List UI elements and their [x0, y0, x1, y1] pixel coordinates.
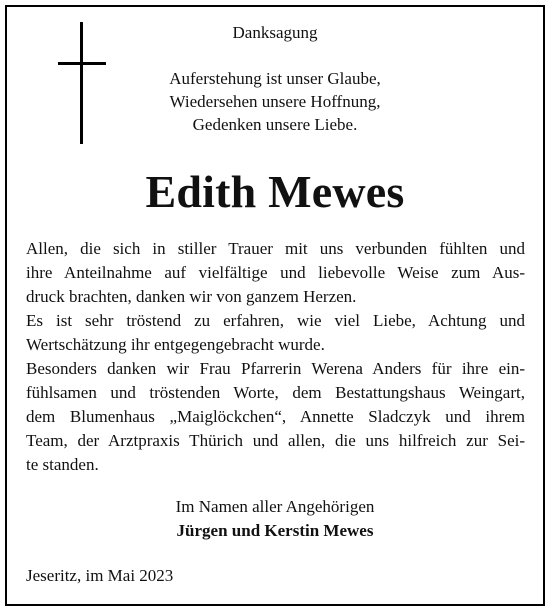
- motto-line: Wiedersehen unsere Hoffnung,: [169, 92, 381, 111]
- body-line: Besonders danken wir Frau Pfarrerin Werena Anders für ihre ein-: [26, 359, 525, 378]
- closing-line: Im Namen aller Angehörigen: [175, 497, 375, 516]
- body-line: fühlsamen und tröstenden Worte, dem Bestattungshaus Weingart,: [26, 383, 525, 402]
- signature-block: [0, 495, 550, 543]
- body-line: Wertschätzung ihr entgegengebracht wurde.: [26, 335, 325, 354]
- thanks-paragraph: [26, 237, 525, 477]
- notice-heading: Danksagung: [232, 23, 318, 42]
- cross-icon: [58, 22, 106, 144]
- body-line: druck brachten, danken wir von ganzem Herzen.: [26, 287, 357, 306]
- motto-line: Auferstehung ist unser Glaube,: [169, 69, 381, 88]
- deceased-name: Edith Mewes: [145, 166, 405, 217]
- body-line: te standen.: [26, 455, 99, 474]
- cross-horizontal-bar: [58, 62, 106, 65]
- body-line: dem Blumenhaus „Maiglöckchen“, Annette Sladczyk und ihrem: [26, 407, 525, 426]
- place-date: Jeseritz, im Mai 2023: [26, 566, 174, 585]
- body-line: Allen, die sich in stiller Trauer mit uns verbunden fühlten und: [26, 239, 525, 258]
- signatories: Jürgen und Kerstin Mewes: [176, 521, 374, 540]
- body-line: Es ist sehr tröstend zu erfahren, wie viel Liebe, Achtung und: [26, 311, 525, 330]
- body-line: ihre Anteilnahme auf vielfältige und liebevolle Weise zum Aus-: [26, 263, 525, 282]
- body-line: Team, der Arztpraxis Thürich und allen, die uns hilfreich zur Sei-: [26, 431, 525, 450]
- cross-vertical-bar: [80, 22, 83, 144]
- motto-line: Gedenken unsere Liebe.: [192, 115, 358, 134]
- motto: [120, 67, 430, 136]
